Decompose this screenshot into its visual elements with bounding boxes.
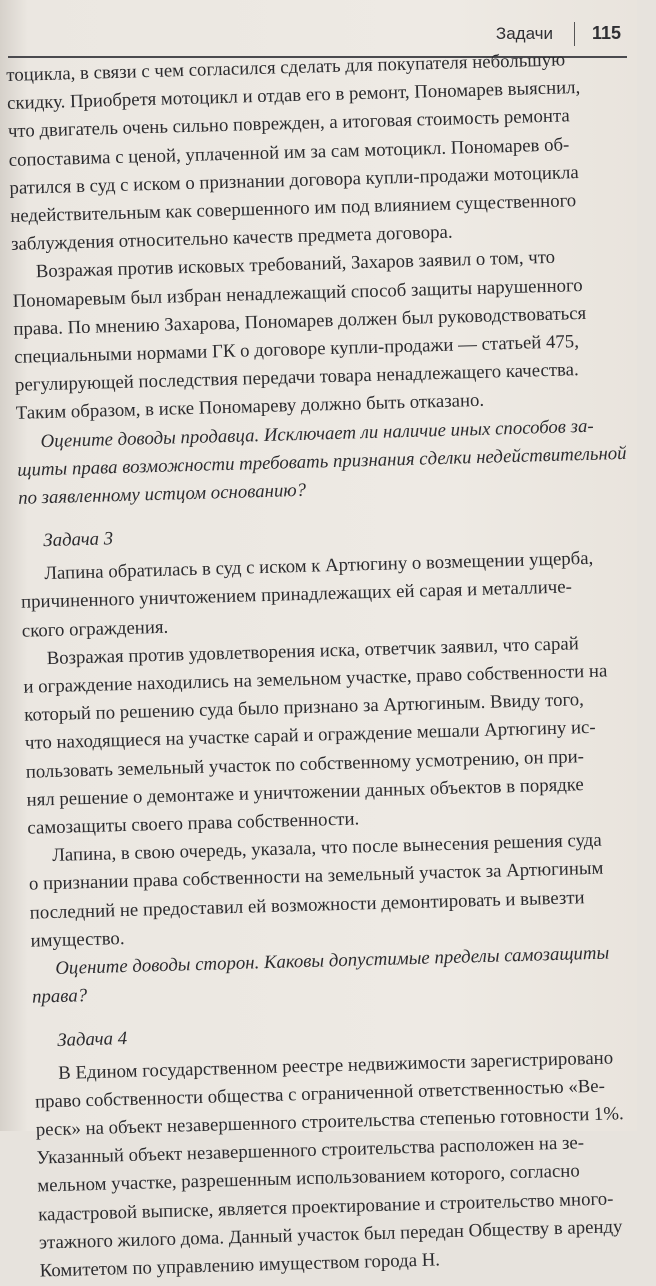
task-question: Оцените доводы сторон. Каковы допустимые пределы самозащиты права? — [31, 942, 610, 1008]
page-body — [6, 45, 656, 1286]
task-heading: Задача 3 — [43, 528, 114, 552]
paragraph: Возражая против удовлетворения иска, ответчик заявил, что сарай и ограждение находились на земельном участке, право собственности на который по решению суда было признано за Артюгиным. Ввиду того, что находящиеся на участке сарай и ограждение мешали Артюгину ис- пользовать земельный участок по собственному усмотрению, он при- нял решение о демонтаже и уничтожении данных объектов в порядке самозащиты своего права собственности. — [23, 633, 608, 839]
page-number: 115 — [591, 23, 621, 43]
paragraph: Лапина, в свою очередь, указала, что после вынесения решения суда о признании права собственности на земельный участок за Артюгиным последний не предоставил ей возможности демонтировать и вывезти имущество. — [28, 829, 604, 952]
paragraph: В Едином государственном реестре недвижимости зарегистрировано право собственности общества с ограниченной ответственностью «Ве- реск» на объект незавершенного строительства степенью готовности 1%. Указанный объект незавершенного строительства расположен на зе- мельном участке, разрешенным использованием которого, согласно кадастровой выписке, является проектирование и строительство много- этажного жилого дома. Данный участок был передан Обществу в аренду Комитетом по управлению имуществом города Н. — [34, 1046, 624, 1282]
header-separator — [574, 22, 576, 46]
header-section-title: Задачи — [495, 24, 553, 43]
task-heading: Задача 4 — [57, 1027, 128, 1051]
paragraph-continued: тоцикла, в связи с чем согласился сделать для покупателя небольшую скидку. Приобретя мотоцикл и отдав его в ремонт, Пономарев выяснил, что двигатель очень сильно поврежден, а итоговая стоимость ремонта сопоставима с ценой, уплаченной им за сам мотоцикл. Пономарев об- ратился в суд с иском о признании договора купли-продажи мотоцикла недействительным как совершенного им под влиянием существенного заблуждения относительно качеств предмета договора. — [6, 49, 581, 256]
paragraph: Лапина обратилась в суд с иском к Артюгину о возмещении ущерба, причиненного уничтожением принадлежащих ей сарая и металличе- ского ограждения. — [20, 548, 594, 642]
paragraph: Возражая против исковых требований, Захаров заявил о том, что Пономаревым был избран ненадлежащий способ защиты нарушенного права. По мнению Захарова, Пономарев должен был руководствоваться специальными нормами ГК о договоре купли-продажи — статьей 475, регулирующей последствия передачи товара ненадлежащего качества. Таким образом, в иске Пономареву должно быть отказано. — [12, 247, 587, 425]
task-question: Оцените доводы продавца. Исключает ли наличие иных способов за- щиты права возможности требовать признания сделки недействительной по заявленному истцом основанию? — [17, 415, 627, 509]
